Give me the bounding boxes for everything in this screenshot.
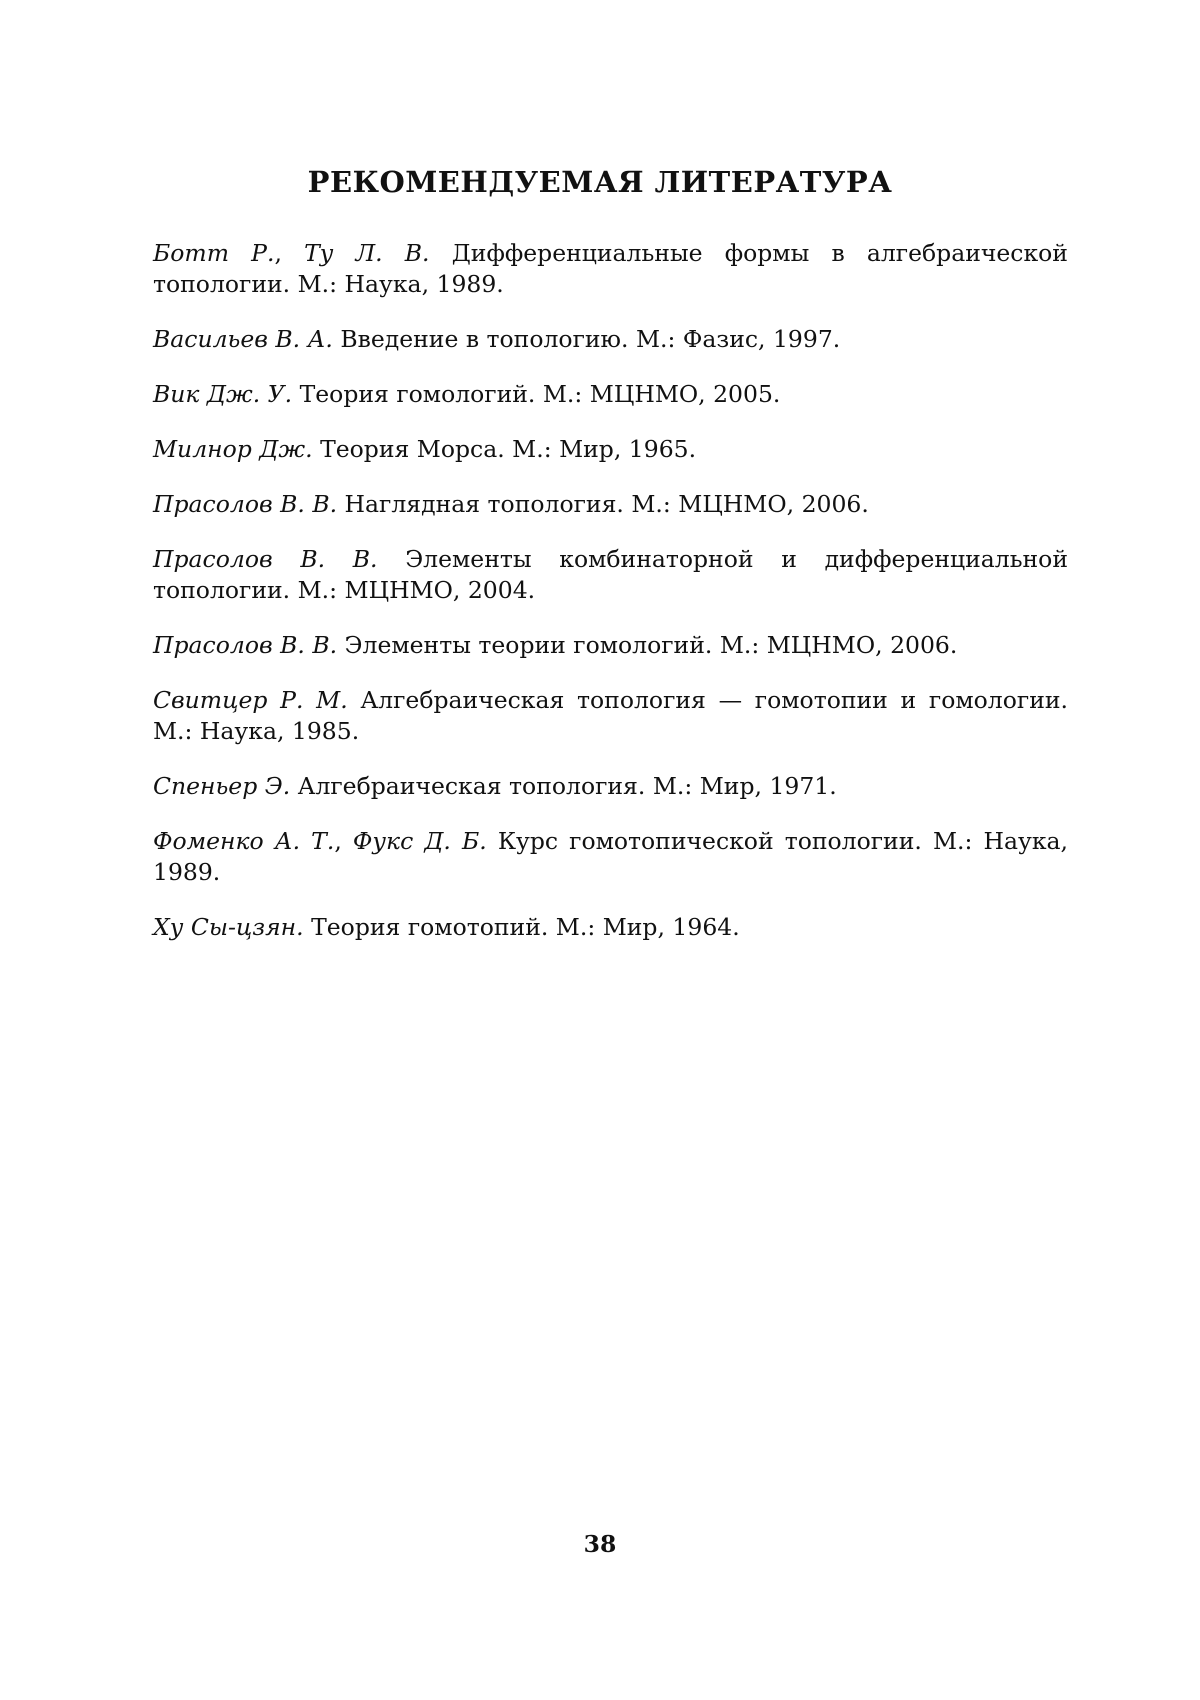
entry-author: Вик Дж. У. <box>153 380 292 408</box>
entry-author: Прасолов В. В. <box>153 490 337 518</box>
entry-author: Прасолов В. В. <box>153 545 378 573</box>
entry-details: Алгебраическая топология. М.: Мир, 1971. <box>290 772 837 800</box>
entry-details: Дифференциальные формы в алгебраической топологии. М.: Наука, 1989. <box>153 239 1068 298</box>
bibliography-entry <box>153 324 1068 355</box>
author-separator: , <box>334 827 353 855</box>
bibliography-entry <box>153 912 1068 943</box>
entry-coauthor: Фукс Д. Б. <box>353 827 487 855</box>
entry-details: Элементы комбинаторной и дифференциальной топологии. М.: МЦНМО, 2004. <box>153 545 1068 604</box>
page-number: 38 <box>0 1530 1200 1558</box>
entry-author: Ху Сы-цзян. <box>153 913 304 941</box>
entry-details: Теория гомологий. М.: МЦНМО, 2005. <box>292 380 780 408</box>
entry-author: Фоменко А. Т. <box>153 827 334 855</box>
entry-coauthor: Ту Л. В. <box>304 239 429 267</box>
entry-details: Курс гомотопической топологии. М.: Наука, 1989. <box>153 827 1068 886</box>
bibliography-entry <box>153 685 1068 747</box>
entry-author: Спеньер Э. <box>153 772 290 800</box>
entry-details: Введение в топологию. М.: Фазис, 1997. <box>333 325 840 353</box>
bibliography-list <box>153 238 1068 967</box>
entry-author: Прасолов В. В. <box>153 631 337 659</box>
bibliography-entry <box>153 826 1068 888</box>
bibliography-entry <box>153 771 1068 802</box>
bibliography-entry <box>153 544 1068 606</box>
bibliography-entry <box>153 379 1068 410</box>
bibliography-entry <box>153 630 1068 661</box>
bibliography-entry <box>153 489 1068 520</box>
entry-author: Свитцер Р. М. <box>153 686 348 714</box>
entry-author: Ботт Р. <box>153 239 274 267</box>
page-title: РЕКОМЕНДУЕМАЯ ЛИТЕРАТУРА <box>0 165 1200 199</box>
bibliography-entry <box>153 434 1068 465</box>
entry-author: Васильев В. А. <box>153 325 333 353</box>
author-separator: , <box>274 239 304 267</box>
entry-details: Алгебраическая топология — гомотопии и гомологии. М.: Наука, 1985. <box>153 686 1068 745</box>
entry-details: Теория Морса. М.: Мир, 1965. <box>313 435 696 463</box>
entry-details: Наглядная топология. М.: МЦНМО, 2006. <box>337 490 869 518</box>
entry-author: Милнор Дж. <box>153 435 313 463</box>
entry-details: Элементы теории гомологий. М.: МЦНМО, 2006. <box>337 631 957 659</box>
bibliography-entry <box>153 238 1068 300</box>
entry-details: Теория гомотопий. М.: Мир, 1964. <box>304 913 740 941</box>
